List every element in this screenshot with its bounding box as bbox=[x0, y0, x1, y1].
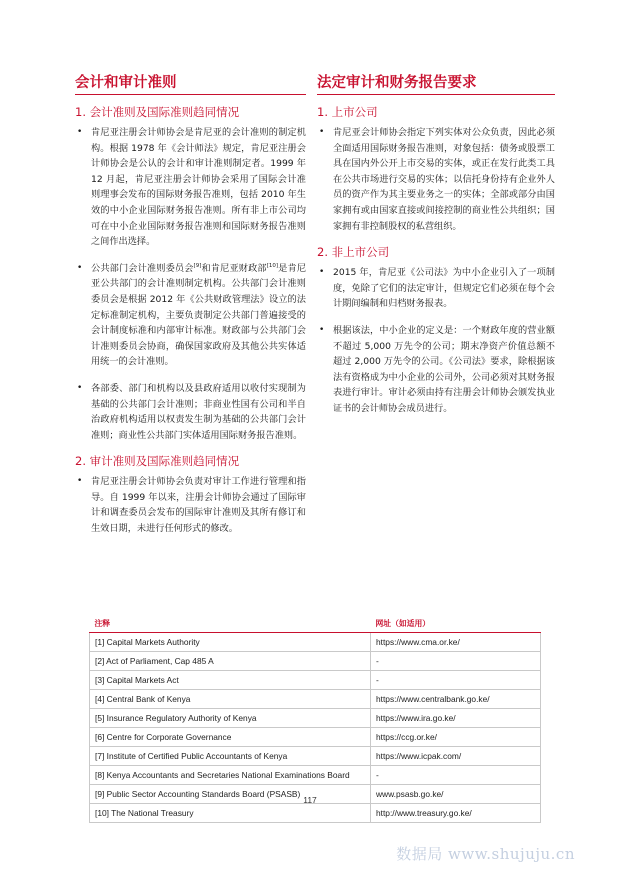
left-title-rule bbox=[75, 94, 306, 95]
listed-companies-heading: 1. 上市公司 bbox=[317, 105, 378, 119]
table-row bbox=[90, 652, 541, 671]
footnote-name: [8] Kenya Accountants and Secretaries National Examinations Board bbox=[90, 766, 371, 785]
footnote-url: - bbox=[371, 652, 541, 671]
unlisted-companies-heading: 2. 非上市公司 bbox=[317, 245, 390, 260]
footnote-name: [9] Public Sector Accounting Standards Board (PSASB) bbox=[90, 785, 371, 804]
column-header-url: 网址（如适用） bbox=[371, 614, 541, 633]
footnote-ref-10: [10] bbox=[266, 262, 279, 269]
right-column bbox=[317, 74, 555, 428]
table-row bbox=[90, 728, 541, 747]
footnote-url: - bbox=[371, 671, 541, 690]
right-title-rule bbox=[317, 94, 555, 95]
footnote-url[interactable]: https://ccg.or.ke/ bbox=[371, 728, 541, 747]
unlisted-companies-list bbox=[317, 265, 555, 416]
table-row bbox=[90, 633, 541, 652]
watermark: 数据局 www.shujuju.cn bbox=[396, 845, 575, 863]
footnote-name: [5] Insurance Regulatory Authority of Kenya bbox=[90, 709, 371, 728]
list-item-text: 公共部门会计准则委员会 bbox=[91, 262, 194, 274]
footnote-name: [7] Institute of Certified Public Accountants of Kenya bbox=[90, 747, 371, 766]
list-item-text: 是肯尼亚公共部门的会计准则制定机构。公共部门会计准则委员会是根据 2012 年《公共财政管理法》设立的法定标准制定机构，主要负责制定公共部门普遍接受的会计制度标准和内部审计标准。财政部与公共部门会计准则委员会协商，确保国家政府及其他公共实体适用统一的会计准则。 bbox=[91, 262, 307, 368]
table-row bbox=[90, 766, 541, 785]
footnote-url[interactable]: http://www.treasury.go.ke/ bbox=[371, 804, 541, 823]
listed-companies-list bbox=[317, 125, 555, 234]
footnote-url[interactable]: https://www.cma.or.ke/ bbox=[371, 633, 541, 652]
auditing-standards-list bbox=[75, 474, 306, 536]
footnote-name: [3] Capital Markets Act bbox=[90, 671, 371, 690]
footnote-name: [2] Act of Parliament, Cap 485 A bbox=[90, 652, 371, 671]
footnote-url[interactable]: https://www.ira.go.ke/ bbox=[371, 709, 541, 728]
table-row bbox=[90, 709, 541, 728]
table-row bbox=[90, 690, 541, 709]
list-item: • 肯尼亚注册会计师协会负责对审计工作进行管理和指导。自 1999 年以来，注册会计师协会通过了国际审计和调查委员会发布的国际审计准则及其所有修订和生效日期，未进行任何形式的修改。 bbox=[75, 474, 306, 536]
footnote-url[interactable]: https://www.centralbank.go.ke/ bbox=[371, 690, 541, 709]
table-row bbox=[90, 671, 541, 690]
footnote-ref-9: [9] bbox=[193, 262, 202, 269]
accounting-standards-heading: 1. 会计准则及国际准则趋同情况 bbox=[75, 105, 240, 119]
footnote-url[interactable]: www.psasb.go.ke/ bbox=[371, 785, 541, 804]
footnote-url: - bbox=[371, 766, 541, 785]
left-section-title: 会计和审计准则 bbox=[75, 75, 177, 91]
list-item: • 肯尼亚会计师协会指定下列实体对公众负责，因此必须全面适用国际财务报告准则，对象包括：债务或股票工具在国内外公开上市交易的实体，或正在发行此类工具在公共市场进行交易的实体；以信托身份持有企业外人员的资产作为其主要业务之一的实体；全部或部分由国家拥有或由国家直接或间接控制的商业性公共组织；国家拥有非控制股权的私营组织。 bbox=[317, 125, 555, 234]
list-item: • 2015 年，肯尼亚《公司法》为中小企业引入了一项制度，免除了它们的法定审计，但规定它们必须在每个会计期间编制和归档财务报表。 bbox=[317, 265, 555, 312]
footnote-name: [10] The National Treasury bbox=[90, 804, 371, 823]
table-row bbox=[90, 804, 541, 823]
left-column bbox=[75, 74, 306, 548]
list-item: • 根据该法，中小企业的定义是：一个财政年度的营业额不超过 5,000 万先令的公司；期末净资产价值总额不超过 2,000 万先令的公司。《公司法》要求，除根据该法有资格成为中小企业的公司外，公司必须对其财务报表进行审计。审计必须由持有注册会计师协会颁发执业证书的会计师协会成员进行。 bbox=[317, 323, 555, 417]
table-header-row bbox=[90, 614, 541, 633]
list-item bbox=[75, 261, 306, 370]
footnotes-table bbox=[89, 614, 541, 823]
footnote-name: [6] Centre for Corporate Governance bbox=[90, 728, 371, 747]
footnote-name: [1] Capital Markets Authority bbox=[90, 633, 371, 652]
right-section-title: 法定审计和财务报告要求 bbox=[317, 75, 477, 91]
accounting-standards-list bbox=[75, 125, 306, 443]
auditing-standards-heading: 2. 审计准则及国际准则趋同情况 bbox=[75, 454, 240, 469]
table-row bbox=[90, 747, 541, 766]
footnote-name: [4] Central Bank of Kenya bbox=[90, 690, 371, 709]
footnote-url[interactable]: https://www.icpak.com/ bbox=[371, 747, 541, 766]
page-number: 117 bbox=[303, 795, 317, 805]
column-header-note: 注释 bbox=[90, 614, 371, 633]
list-item: • 肯尼亚注册会计师协会是肯尼亚的会计准则的制定机构。根据 1978 年《会计师法》规定，肯尼亚注册会计师协会是公认的会计和审计准则制定者。1999 年 12 月起，肯尼亚注册会计师协会采用了国际会计准则理事会发布的国际财务报告准则，包括 2010 年生效的中小企业国际财务报告准则。所有非上市公司均可在中小企业国际财务报告准则和国际财务报告准则之间作出选择。 bbox=[75, 125, 306, 250]
list-item-text: 和肯尼亚财政部 bbox=[201, 262, 267, 274]
list-item: • 各部委、部门和机构以及县政府适用以收付实现制为基础的公共部门会计准则；非商业性国有公司和半自治政府机构适用以权责发生制为基础的公共部门会计准则；商业性公共部门实体适用国际财务报告准则。 bbox=[75, 381, 306, 443]
